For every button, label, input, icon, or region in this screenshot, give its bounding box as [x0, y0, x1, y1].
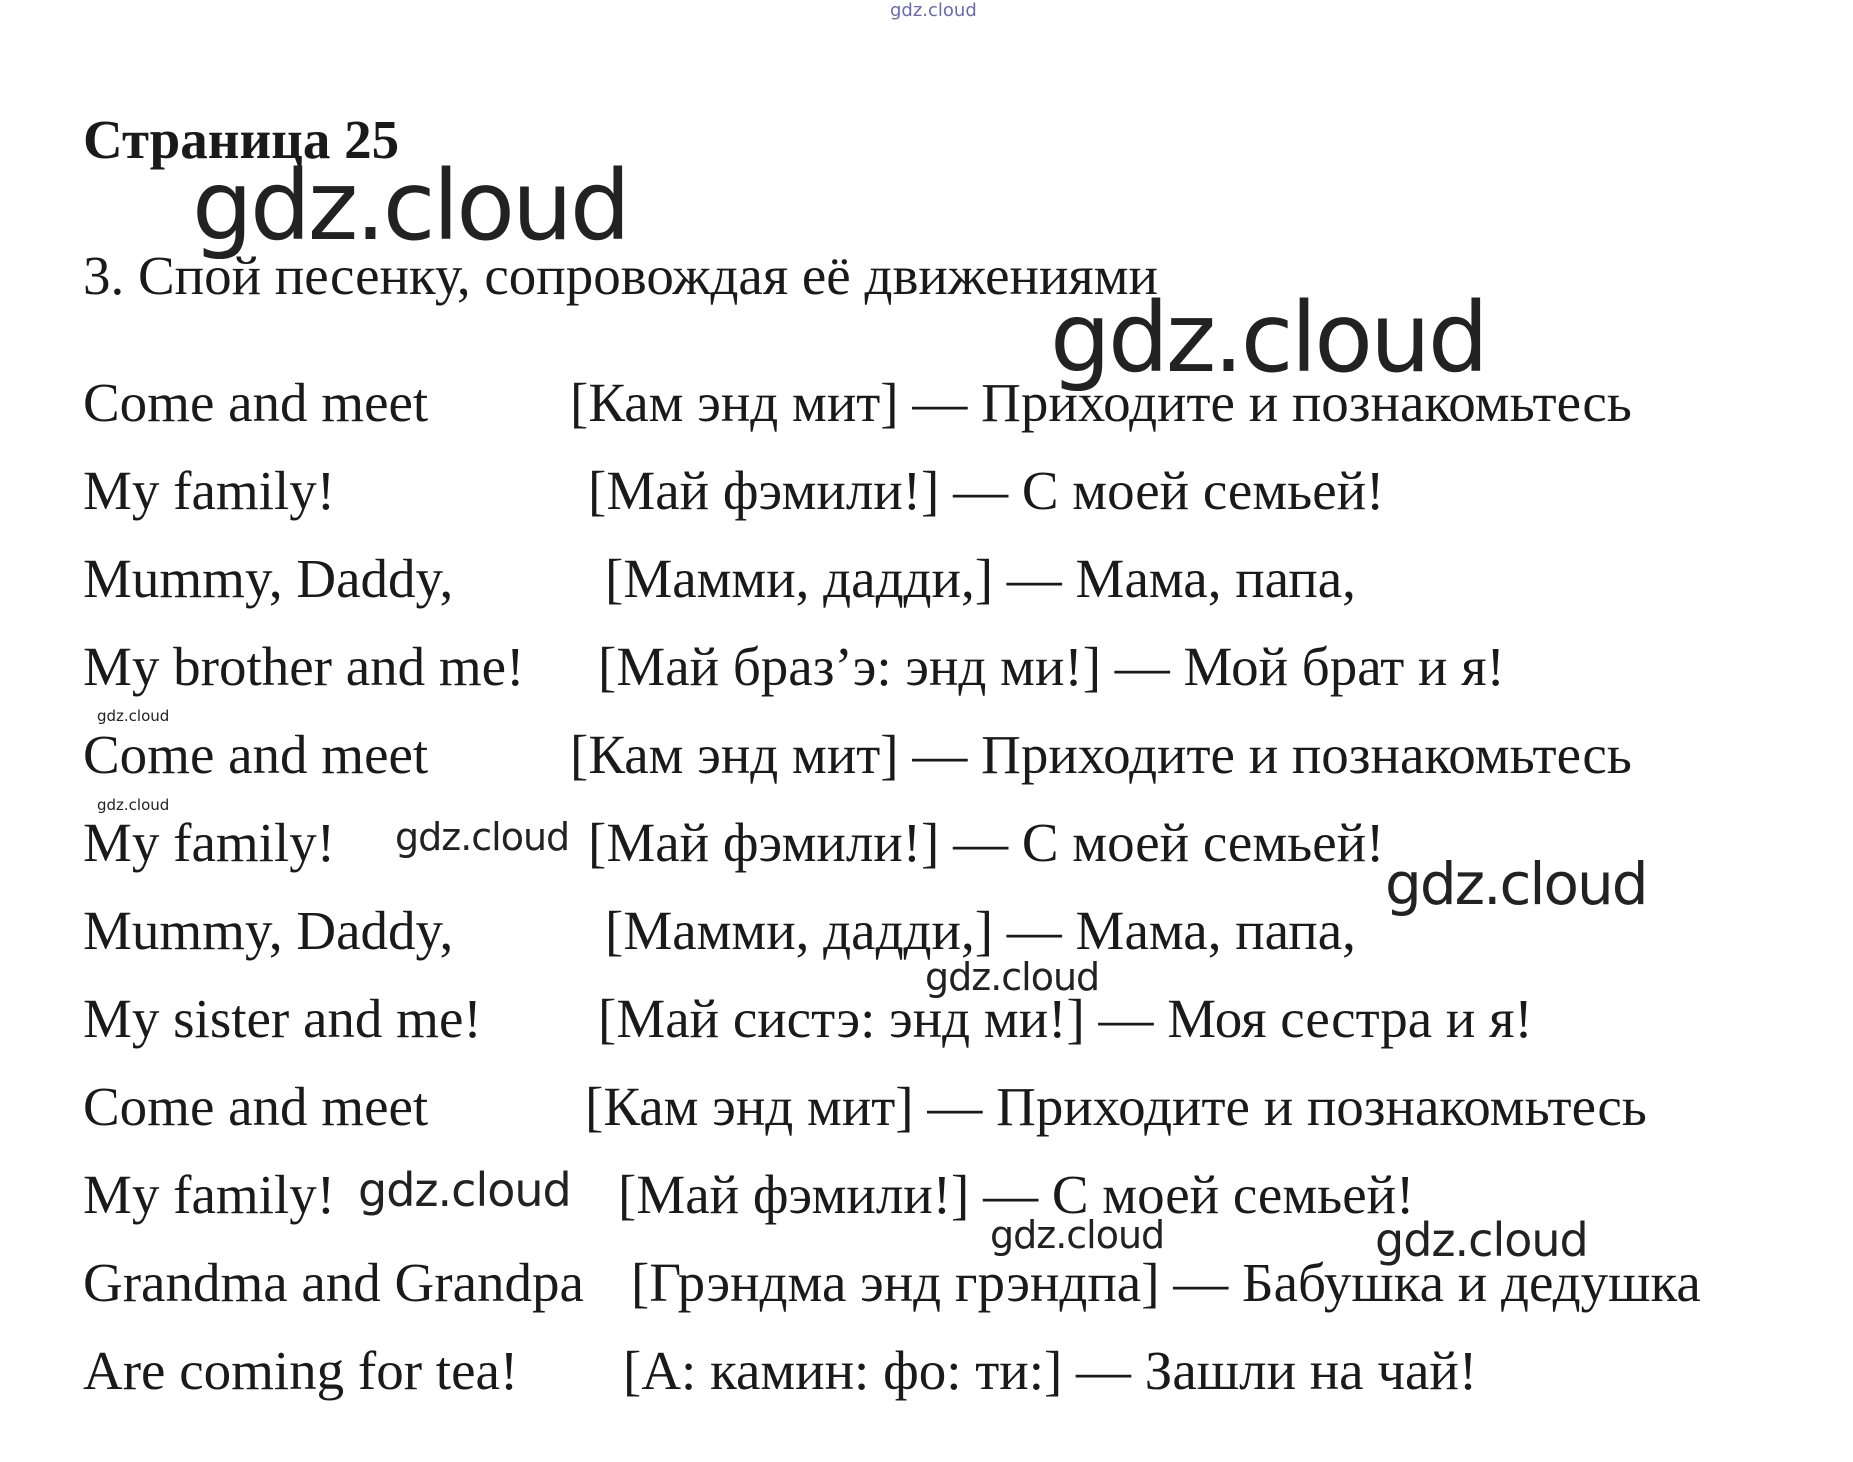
english-line: Come and meet	[83, 372, 429, 433]
watermark-small: gdz.cloud	[990, 1213, 1165, 1257]
translation-line: [Кам энд мит] — Приходите и познакомьтесь	[570, 372, 1632, 433]
english-line: Grandma and Grandpa	[83, 1252, 584, 1313]
watermark-small: gdz.cloud	[97, 796, 170, 814]
translation-line: [Кам энд мит] — Приходите и познакомьтесь	[570, 724, 1632, 785]
watermark-small: gdz.cloud	[925, 955, 1100, 999]
english-line: Mummy, Daddy,	[83, 900, 454, 961]
english-line: My brother and me!	[83, 636, 525, 697]
translation-line: [Май фэмили!] — С моей семьей!	[588, 460, 1385, 521]
english-line: My family!	[83, 1164, 336, 1225]
translation-line: [Грэндма энд грэндпа] — Бабушка и дедушка	[631, 1252, 1701, 1313]
english-line: My sister and me!	[83, 988, 482, 1049]
translation-line: [Мамми, дадди,] — Мама, папа,	[605, 900, 1356, 961]
task-heading: 3. Спой песенку, сопровождая её движениями	[83, 245, 1158, 306]
watermark-large: gdz.cloud	[192, 150, 628, 262]
translation-line: [А: камин: фо: ти:] — Зашли на чай!	[623, 1340, 1478, 1401]
translation-line: [Мамми, дадди,] — Мама, папа,	[605, 548, 1356, 609]
page-title: Страница 25	[83, 109, 400, 170]
translation-line: [Май фэмили!] — С моей семьей!	[588, 812, 1385, 873]
translation-line: [Май браз’э: энд ми!] — Мой брат и я!	[598, 636, 1505, 697]
english-line: Are coming for tea!	[83, 1340, 519, 1401]
translation-line: [Май систэ: энд ми!] — Моя сестра и я!	[598, 988, 1533, 1049]
translation-line: [Кам энд мит] — Приходите и познакомьтесь	[585, 1076, 1647, 1137]
english-line: My family!	[83, 460, 336, 521]
translation-line: [Май фэмили!] — С моей семьей!	[618, 1164, 1415, 1225]
watermark-top: gdz.cloud	[890, 0, 977, 21]
watermark-small: gdz.cloud	[97, 707, 170, 725]
watermark-medium: gdz.cloud	[395, 815, 570, 859]
watermark-large: gdz.cloud	[1050, 282, 1486, 394]
watermark-small: gdz.cloud	[1375, 1213, 1588, 1267]
watermark-medium: gdz.cloud	[1385, 850, 1647, 918]
english-line: My family!	[83, 812, 336, 873]
english-line: Mummy, Daddy,	[83, 548, 454, 609]
english-line: Come and meet	[83, 724, 429, 785]
watermark-medium: gdz.cloud	[358, 1163, 571, 1217]
english-line: Come and meet	[83, 1076, 429, 1137]
